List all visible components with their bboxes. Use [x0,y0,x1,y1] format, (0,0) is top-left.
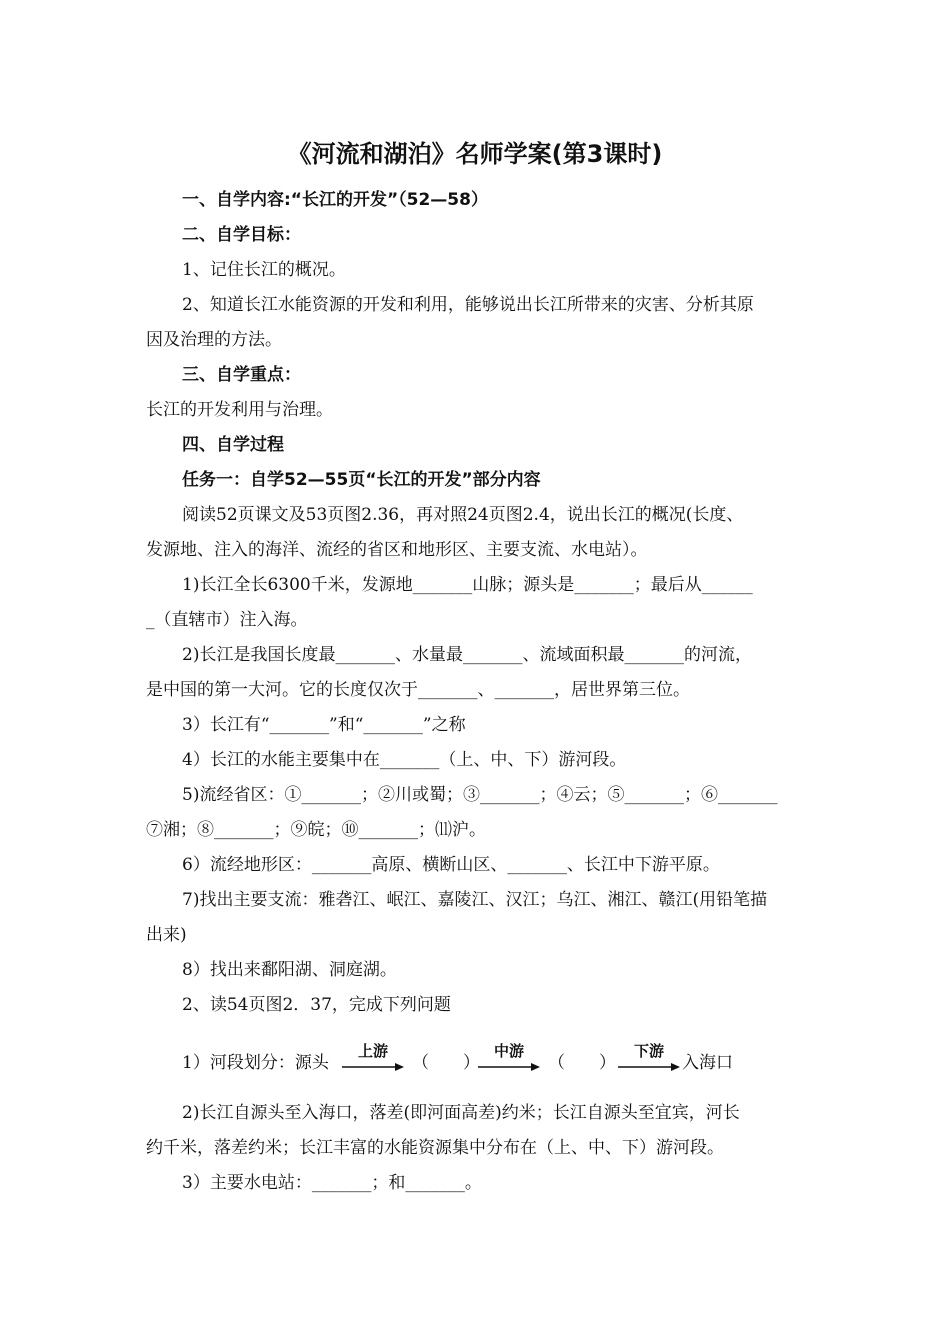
question-4: 4）长江的水能主要集中在_______（上、中、下）游河段。 [182,750,627,770]
page-title: 《河流和湖泊》名师学案(第3课时) [287,140,663,168]
section-content: 一、自学内容:“长江的开发”（52—58） [182,190,488,210]
question-5-line-2: ⑦湘；⑧_______；⑨皖；⑩_______；⑾沪。 [146,820,486,840]
blank-after-middle: （ ） [548,1053,616,1073]
question-2-line-1: 2)长江是我国长度最_______、水量最_______、流域面积最_______的河流， [182,645,752,665]
goal-2-line-1: 2、知道长江水能资源的开发和利用，能够说出长江所带来的灾害、分析其原 [182,295,754,315]
goal-1: 1、记住长江的概况。 [182,260,346,280]
task-two-question-2-line-1: 2)长江自源头至入海口，落差(即河面高差)约米；长江自源头至宜宾，河长 [182,1103,740,1123]
section-goals: 二、自学目标： [182,225,301,245]
task-one-heading: 任务一：自学52—55页“长江的开发”部分内容 [182,470,541,490]
task-two-instruction: 2、读54页图2．37，完成下列问题 [182,995,451,1015]
flow-prefix: 1）河段划分：源头 [182,1053,329,1073]
question-2-line-2: 是中国的第一大河。它的长度仅次于_______、_______，居世界第三位。 [146,680,690,700]
arrow-right-icon [478,1058,540,1076]
reading-instruction-line-2: 发源地、注入的海洋、流经的省区和地形区、主要支流、水电站）。 [146,540,648,560]
middle-reach-arrow [478,1040,540,1076]
goal-2-line-2: 因及治理的方法。 [146,330,282,350]
question-5-line-1: 5)流经省区：①_______；②川或蜀；③_______；④云；⑤_______；⑥_______ [182,785,778,805]
task-two-question-3: 3）主要水电站：_______；和_______。 [182,1173,482,1193]
middle-reach-label: 中游 [493,1042,524,1060]
section-process: 四、自学过程 [182,435,284,455]
question-1-line-1: 1)长江全长6300千米，发源地_______山脉；源头是_______；最后从______ [182,575,753,595]
upper-reach-label: 上游 [357,1042,388,1060]
section-keypoints: 三、自学重点： [182,365,301,385]
question-1-line-2: _（直辖市）注入海。 [146,610,308,630]
question-6: 6）流经地形区：_______高原、横断山区、_______、长江中下游平原。 [182,855,720,875]
arrow-right-icon [618,1058,680,1076]
river-section-flow [182,1040,802,1080]
keypoint-text: 长江的开发利用与治理。 [146,400,333,420]
question-3: 3）长江有“_______”和“_______”之称 [182,715,466,735]
upper-reach-arrow [342,1040,404,1076]
flow-end: 入海口 [682,1053,733,1073]
question-7-line-1: 7)找出主要支流：雅砻江、岷江、嘉陵江、汉江；乌江、湘江、赣江(用铅笔描 [182,890,768,910]
question-7-line-2: 出来) [146,925,187,945]
lower-reach-arrow [618,1040,680,1076]
task-two-question-2-line-2: 约千米，落差约米；长江丰富的水能资源集中分布在（上、中、下）游河段。 [146,1138,724,1158]
blank-after-upper: （ ） [412,1053,480,1073]
arrow-right-icon [342,1058,404,1076]
reading-instruction-line-1: 阅读52页课文及53页图2.36，再对照24页图2.4，说出长江的概况(长度、 [182,505,744,525]
lower-reach-label: 下游 [633,1042,664,1060]
question-8: 8）找出来鄱阳湖、洞庭湖。 [182,960,397,980]
